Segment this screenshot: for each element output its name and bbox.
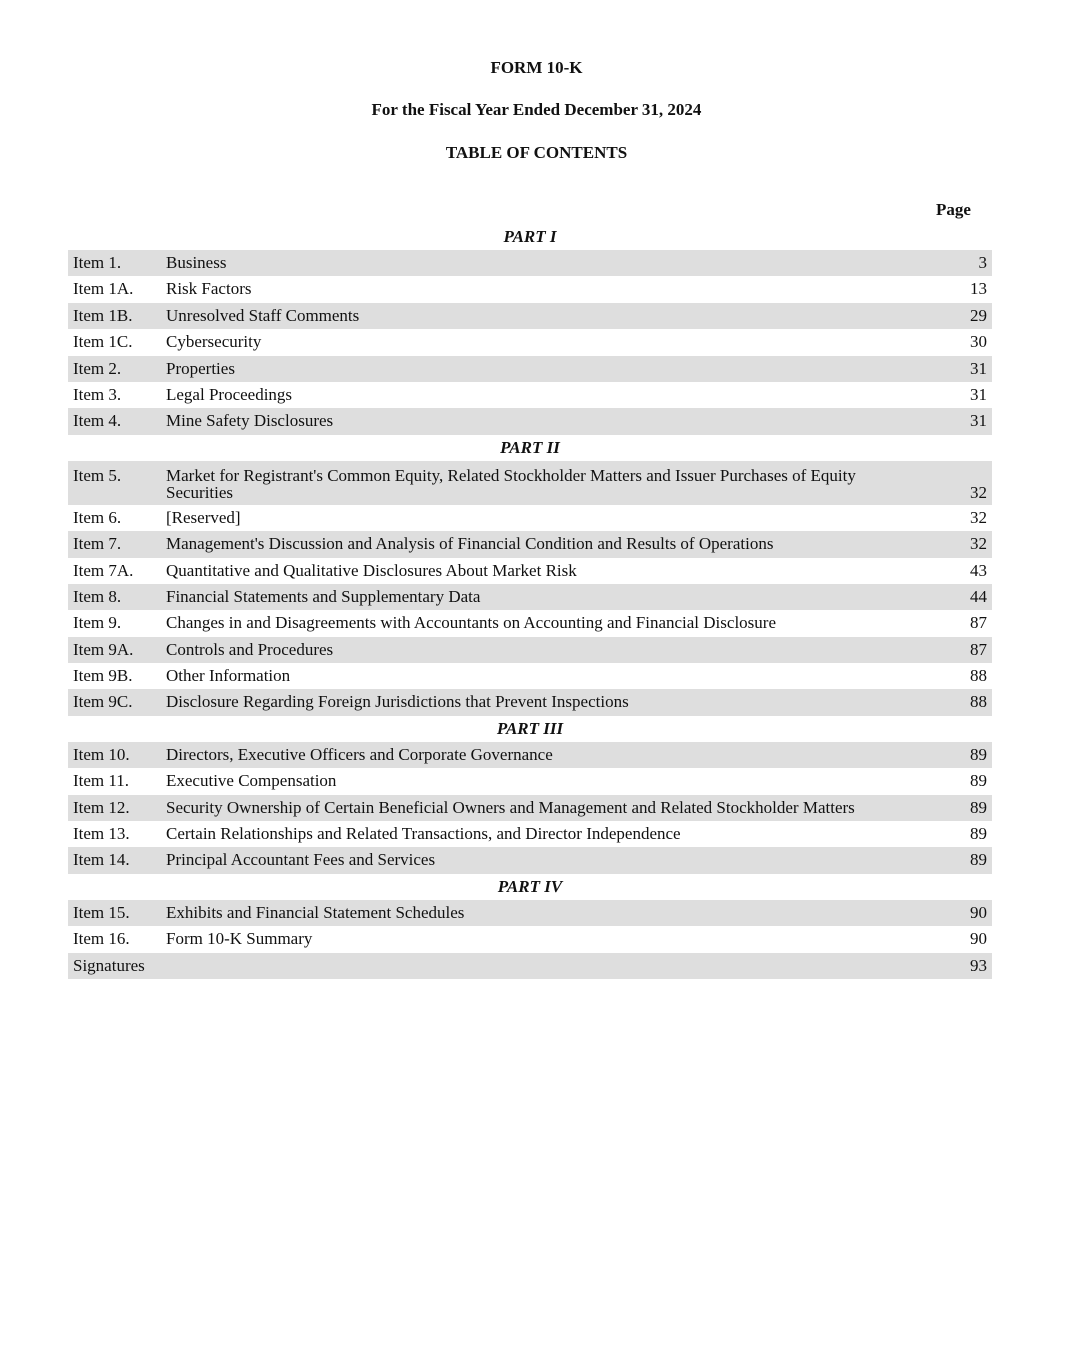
toc-item-title[interactable]: Directors, Executive Officers and Corporate Governance [166, 744, 553, 764]
toc-item-title[interactable]: Risk Factors [166, 279, 252, 299]
toc-item-number: Item 1B. [73, 305, 133, 325]
toc-item-page: 13 [970, 279, 987, 299]
form-title: FORM 10-K [490, 58, 583, 77]
toc-item-number: Item 16. [73, 929, 130, 949]
toc-row[interactable] [68, 276, 992, 302]
toc-item-title[interactable]: Legal Proceedings [166, 384, 293, 404]
toc-row[interactable] [68, 382, 992, 408]
toc-row[interactable] [68, 847, 992, 873]
toc-item-page: 89 [970, 744, 987, 764]
toc-row[interactable] [68, 461, 992, 505]
toc-row[interactable] [68, 584, 992, 610]
toc-row[interactable] [68, 408, 992, 434]
toc-item-page: 90 [970, 902, 987, 922]
toc-item-title[interactable]: Management's Discussion and Analysis of Financial Condition and Results of Operations [166, 534, 774, 554]
toc-item-page: 31 [970, 411, 987, 431]
toc-item-title[interactable]: Certain Relationships and Related Transactions, and Director Independence [166, 824, 681, 844]
part-heading: PART IV [497, 876, 563, 896]
toc-title: TABLE OF CONTENTS [445, 143, 628, 162]
toc-item-number: Item 7. [73, 534, 122, 554]
toc-item-title[interactable]: Form 10-K Summary [166, 929, 313, 949]
toc-item-page: 29 [970, 305, 987, 325]
toc-item-page: 3 [978, 253, 987, 272]
toc-row[interactable] [68, 637, 992, 663]
toc-item-page: 89 [970, 797, 987, 817]
toc-item-title[interactable]: Properties [166, 358, 235, 378]
toc-item-page: 44 [970, 586, 987, 606]
toc-item-number: Item 15. [73, 902, 130, 922]
part-heading: PART III [496, 718, 564, 738]
toc-item-page: 93 [970, 955, 987, 975]
toc-item-title[interactable]: [Reserved] [166, 507, 241, 527]
toc-item-number: Item 13. [73, 824, 130, 844]
toc-item-page: 88 [970, 692, 987, 712]
toc-item-number: Item 2. [73, 358, 122, 378]
table-of-contents [68, 224, 992, 979]
toc-item-page: 31 [970, 384, 987, 404]
toc-item-title[interactable]: Market for Registrant's Common Equity, Related Stockholder Matters and Issuer Purchases of Equity Securities [166, 465, 856, 502]
toc-item-title[interactable]: Other Information [166, 666, 291, 686]
toc-item-page: 32 [970, 482, 987, 502]
toc-item-title[interactable]: Changes in and Disagreements with Accountants on Accounting and Financial Disclosure [166, 613, 776, 633]
toc-row[interactable] [68, 900, 992, 926]
toc-row[interactable] [68, 742, 992, 768]
toc-row[interactable] [68, 329, 992, 355]
toc-item-title[interactable]: Unresolved Staff Comments [166, 305, 360, 325]
toc-row[interactable] [68, 953, 992, 979]
part-heading: PART I [503, 227, 557, 246]
toc-item-page: 32 [970, 507, 987, 527]
toc-row[interactable] [68, 689, 992, 715]
toc-item-number: Item 9A. [73, 639, 134, 659]
toc-item-number: Item 4. [73, 411, 122, 431]
toc-row[interactable] [68, 303, 992, 329]
toc-row[interactable] [68, 250, 992, 276]
toc-item-title[interactable]: Principal Accountant Fees and Services [166, 850, 436, 870]
toc-item-page: 88 [970, 666, 987, 686]
toc-item-title[interactable]: Exhibits and Financial Statement Schedules [166, 902, 465, 922]
toc-row[interactable] [68, 926, 992, 952]
toc-item-title[interactable]: Financial Statements and Supplementary Data [166, 586, 481, 606]
toc-item-number: Signatures [73, 955, 145, 975]
toc-item-number: Item 9C. [73, 692, 133, 712]
toc-item-number: Item 12. [73, 797, 130, 817]
toc-row[interactable] [68, 558, 992, 584]
toc-row[interactable] [68, 505, 992, 531]
toc-item-title[interactable]: Controls and Procedures [166, 639, 334, 659]
toc-item-number: Item 1. [73, 253, 122, 272]
toc-item-title[interactable]: Executive Compensation [166, 771, 337, 791]
toc-row[interactable] [68, 663, 992, 689]
toc-item-title[interactable]: Mine Safety Disclosures [166, 411, 334, 431]
toc-item-page: 89 [970, 824, 987, 844]
toc-item-title[interactable]: Quantitative and Qualitative Disclosures About Market Risk [166, 560, 577, 580]
toc-item-number: Item 1C. [73, 332, 133, 352]
toc-item-number: Item 11. [73, 771, 130, 791]
toc-item-number: Item 5. [73, 465, 122, 485]
toc-row[interactable] [68, 821, 992, 847]
toc-item-number: Item 6. [73, 507, 122, 527]
toc-item-page: 87 [970, 639, 987, 659]
toc-item-title[interactable]: Security Ownership of Certain Beneficial Owners and Management and Related Stockholder Matters [166, 797, 855, 817]
toc-item-number: Item 14. [73, 850, 130, 870]
toc-item-title[interactable]: Cybersecurity [166, 332, 262, 352]
toc-item-number: Item 9B. [73, 666, 133, 686]
toc-item-number: Item 3. [73, 384, 122, 404]
toc-row[interactable] [68, 356, 992, 382]
toc-item-title[interactable]: Disclosure Regarding Foreign Jurisdictions that Prevent Inspections [166, 692, 629, 712]
toc-item-page: 89 [970, 850, 987, 870]
toc-item-number: Item 8. [73, 586, 122, 606]
toc-row[interactable] [68, 768, 992, 794]
toc-row[interactable] [68, 610, 992, 636]
toc-row[interactable] [68, 795, 992, 821]
part-heading: PART II [500, 437, 560, 457]
toc-item-page: 32 [970, 534, 987, 554]
page-column-header: Page [936, 200, 971, 219]
toc-item-page: 90 [970, 929, 987, 949]
toc-item-page: 89 [970, 771, 987, 791]
toc-row[interactable] [68, 531, 992, 557]
toc-item-number: Item 7A. [73, 560, 134, 580]
toc-item-page: 30 [970, 332, 987, 352]
toc-item-number: Item 9. [73, 613, 122, 633]
fiscal-year-subtitle: For the Fiscal Year Ended December 31, 2024 [371, 100, 702, 119]
toc-item-page: 31 [970, 358, 987, 378]
toc-item-number: Item 1A. [73, 279, 134, 299]
toc-item-number: Item 10. [73, 744, 130, 764]
toc-item-page: 43 [970, 560, 987, 580]
toc-item-title[interactable]: Business [166, 253, 227, 272]
toc-item-page: 87 [970, 613, 987, 633]
